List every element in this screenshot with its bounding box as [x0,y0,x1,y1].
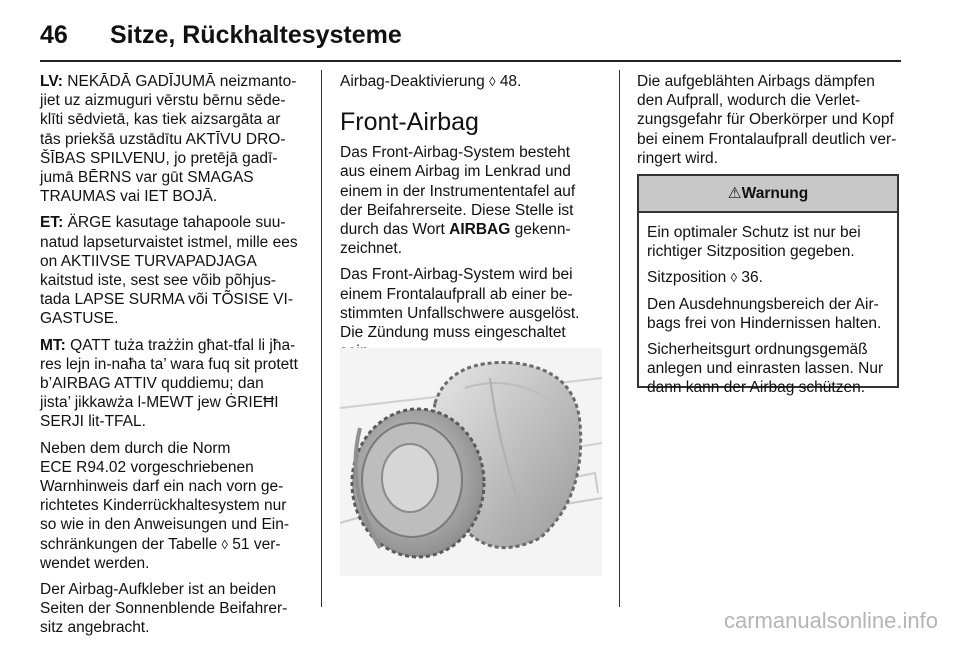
front-airbag-paragraph-1: Das Front-Airbag-System besteht aus einem Airbag im Lenkrad und einem in der Instrumententafel auf der Beifahrerseite. Diese Stelle ist durch das Wort AIRBAG gekenn- zeichnet. [340,144,576,258]
front-airbag-paragraph-2: Das Front-Airbag-System wird bei einem Frontalaufprall ab einer be- stimmten Unfallschwere ausgelöst. Die Zündung muss eingeschaltet [340,266,580,342]
airbag-drawing [340,348,602,576]
et-warning-paragraph: ET: ÄRGE kasutage tahapoole suu- natud lapseturvaistet istmel, mille ees on AKTIIVSE TURVAPADJAGA kaitstud iste, sest see võib põhjus- tada LAPSE SURMA või TÕSISE VI- GASTUSE. [40,214,298,328]
deactivation-page-link[interactable]: 48. [499,73,522,90]
lv-warning-paragraph: LV: NEKĀDĀ GADĪJUMĀ neizmanto- jiet uz aizmuguri vērstu bērnu sēde- klīti sēdvietā, kas tiek aizsargāta ar tās priekšā uzstādītu AKTĪVU DRO- ŠĪBAS SPILVENU, jo pretējā gadī- jumā BĒRNS var gūt SMAGAS TRAUMAS vai IET BOJĀ. [40,73,297,206]
warning-triangle-icon: ⚠ [727,185,742,202]
ece-paragraph: Neben dem durch die Norm ECE R94.02 vorgeschriebenen Warnhinweis darf ein nach vorn ge- richtetes Kinderrückhaltesystem nur so wie in den Anweisungen und Ein- schränkungen der Tabelle ◊ 51 ver- wendet werden. [40,439,290,572]
front-airbag-illustration [340,348,602,576]
aufkleber-paragraph: Der Airbag-Aufkleber ist an beiden Seiten der Sonnenblende Beifahrer- sitz angebracht. [40,581,288,637]
seat-position-page-link[interactable]: 36. [741,269,763,287]
deactivation-reference: Airbag-Deaktivierung ◊ 48. [340,73,522,90]
column-3 [637,72,901,175]
reference-arrow-icon: ◊ [489,74,496,89]
warning-paragraph-2: Sitzposition ◊ 36. [647,269,763,287]
airbag-effect-paragraph: Die aufgeblähten Airbags dämpfen den Aufprall, wodurch die Verlet- zungsgefahr für Oberkörper und Kopf bei einem Frontalaufprall deutlich ver- ringert wird. [637,73,897,167]
column-1 [40,72,306,645]
watermark: carmanualsonline.info [723,608,938,633]
airbag-keyword: AIRBAG [449,221,511,239]
reference-arrow-icon: ◊ [221,536,228,552]
warning-paragraph-4: Sicherheitsgurt ordnungsgemäß anlegen und einrasten lassen. Nur dann kann der Airbag schützen. [647,341,884,397]
warning-title: Warnung [741,184,809,202]
warning-box [637,174,899,397]
section-title: Front-Airbag [340,108,479,137]
column-2 [340,72,602,368]
header-divider [40,60,901,62]
warning-body [639,213,897,398]
page-number: 46 [40,20,68,49]
column-divider-2 [619,70,620,607]
reference-arrow-icon: ◊ [730,270,738,286]
column-divider-1 [321,70,322,607]
warning-header [639,176,897,213]
page-header [40,18,920,52]
page-title: Sitze, Rückhaltesysteme [110,20,402,49]
warning-paragraph-1: Ein optimaler Schutz ist nur bei richtiger Sitzposition gegeben. [647,224,861,261]
mt-warning-paragraph: MT: QATT tuża trażżin għat-tfal li jħa- res lejn in-naħa ta’ wara fuq sit protett b’AIRBAG ATTIV quddiemu; dan jista’ jikkawża l-MEWT jew ĠRIEĦI SERJI lit-TFAL. [40,336,298,431]
warning-paragraph-3: Den Ausdehnungsbereich der Air- bags frei von Hindernissen halten. [647,295,882,332]
table-reference-link[interactable]: 51 ver- [232,535,281,553]
